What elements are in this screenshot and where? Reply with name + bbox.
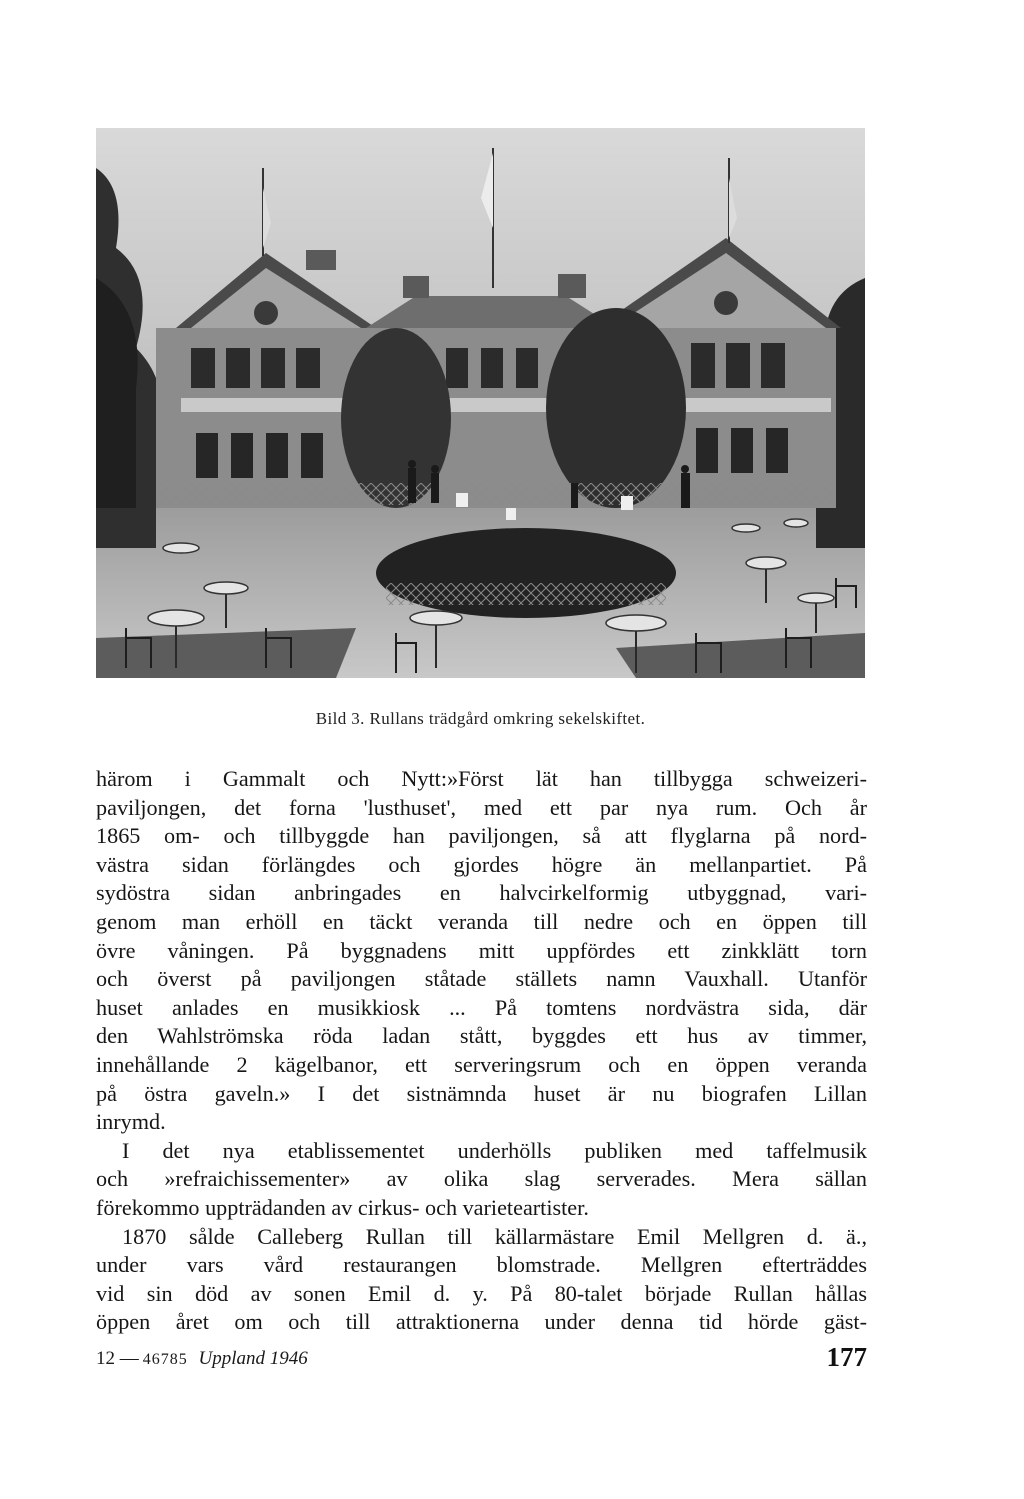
text-line: vid sin död av sonen Emil d. y. På 80-talet började Rullan hållas — [96, 1280, 867, 1306]
garden-pavilion-photo — [96, 128, 865, 678]
page-number: 177 — [826, 1342, 867, 1372]
print-code: 46785 — [142, 1351, 188, 1368]
signature-number: 12 — [96, 1348, 115, 1369]
paragraph-2 — [96, 1137, 867, 1223]
journal-title: Uppland 1946 — [198, 1348, 308, 1369]
body-text — [96, 765, 867, 1337]
text-line: huset anlades en musikkiosk ... På tomtens nordvästra sida, där — [96, 994, 867, 1020]
text-line: öppen året om och till attraktionerna under denna tid hörde gäst- — [96, 1309, 867, 1335]
text-line: 1865 om- och tillbyggde han paviljongen, så att flyglarna på nord- — [96, 823, 867, 849]
text-line: övre våningen. På byggnadens mitt uppfördes ett zinkklätt torn — [96, 937, 867, 963]
footer-imprint — [96, 1348, 308, 1370]
figure-caption: Bild 3. Rullans trädgård omkring sekelskiftet. — [315, 709, 646, 728]
text-line: och överst på paviljongen ståtade ställets namn Vauxhall. Utanför — [96, 966, 867, 992]
text-line: sydöstra sidan anbringades en halvcirkelformig utbyggnad, vari- — [96, 880, 867, 906]
text-line: härom i Gammalt och Nytt:»Först lät han tillbygga schweizeri- — [96, 766, 867, 791]
text-line: 1870 sålde Calleberg Rullan till källarmästare Emil Mellgren d. ä., — [122, 1223, 867, 1249]
text-line: den Wahlströmska röda ladan stått, byggdes ett hus av timmer, — [96, 1023, 867, 1049]
text-line: och »refraichissementer» av olika slag serverades. Mera sällan — [96, 1166, 867, 1192]
paragraph-1 — [96, 765, 867, 1137]
text-line: förekommo uppträdanden av cirkus- och varieteartister. — [96, 1194, 589, 1220]
page-footer — [96, 1342, 867, 1374]
text-line: under vars vård restaurangen blomstrade. Mellgren efterträddes — [96, 1252, 867, 1278]
text-line: genom man erhöll en täckt veranda till nedre och en öppen till — [96, 908, 867, 934]
text-line: västra sidan förlängdes och gjordes högre än mellanpartiet. På — [96, 851, 867, 877]
text-line: på östra gaveln.» I det sistnämnda huset är nu biografen Lillan — [96, 1080, 867, 1106]
paragraph-3 — [96, 1223, 867, 1337]
text-line: innehållande 2 kägelbanor, ett serveringsrum och en öppen veranda — [96, 1051, 867, 1077]
figure-photograph — [96, 128, 865, 678]
text-line: paviljongen, det forna 'lusthuset', med ett par nya rum. Och år — [96, 794, 867, 820]
text-line: I det nya etablissementet underhölls publiken med taffelmusik — [122, 1137, 867, 1163]
footer-dash: — — [119, 1348, 139, 1369]
text-line: inrymd. — [96, 1109, 166, 1135]
